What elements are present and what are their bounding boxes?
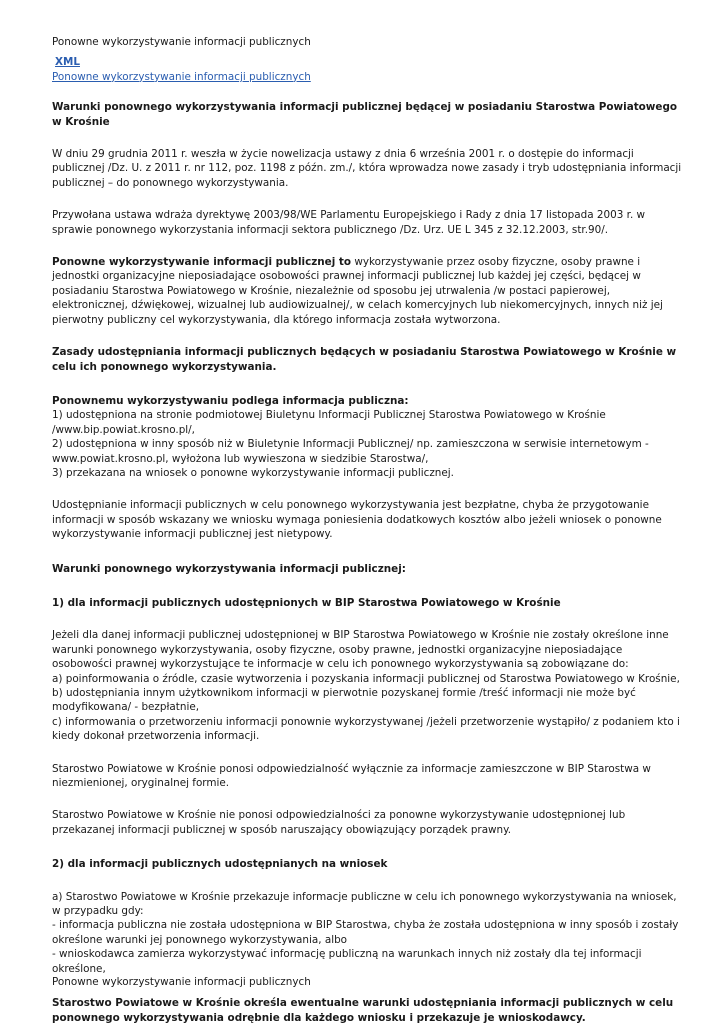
section-2-item: - informacja publiczna nie została udostępniona w BIP Starostwa, chyba że została udostępniona w inny sposób i zostały określone warunki jej ponownego wykorzystywania, albo: [52, 919, 679, 946]
rules-heading: Zasady udostępniania informacji publicznych będących w posiadaniu Starostwa Powiatowego w Krośnie w celu ich ponownego wykorzystywania.: [52, 346, 677, 373]
section-1-item: a) poinformowania o źródle, czasie wytworzenia i pozyskania informacji publicznej od Starostwa Powiatowego w Krośnie,: [52, 672, 680, 685]
page-footer: Ponowne wykorzystywanie informacji publicznych: [52, 976, 311, 988]
definition-text: wykorzystywanie przez osoby fizyczne, osoby prawne i jednostki organizacyjne nieposiadające osobowości prawnej informacji publicznej lub każdej jej części, będącej w posiadaniu Starostwa Powiatowego w Krośnie, niezależnie od sposobu jej utrwalenia /w postaci papierowej, elektronicznej, dźwiękowej, wizualnej lub audiowizualnej/, w celach komercyjnych lub niekomercyjnych, innych niż jej pierwotny publiczny cel wykorzystywania, dla którego informacja została wytworzona.: [52, 256, 663, 326]
xml-link[interactable]: XML: [55, 56, 80, 69]
closing-statement: Starostwo Powiatowe w Krośnie określa ewentualne warunki udostępniania informacji publicznych w celu ponownego wykorzystywania odrębnie dla każdego wniosku i przekazuje je wnioskodawcy.: [52, 997, 674, 1024]
paragraph-amendment: W dniu 29 grudnia 2011 r. weszła w życie nowelizacja ustawy z dnia 6 września 2001 r. o dostępie do informacji publicznej /Dz. U. z 2011 r. nr 112, poz. 1198 z późn. zm./, która wprowadza nowe zasady i tryb udostępniania informacji publicznej – do ponownego wykorzystywania.: [52, 148, 682, 189]
page-link[interactable]: Ponowne wykorzystywanie informacji publicznych: [52, 70, 311, 83]
paragraph-directive: Przywołana ustawa wdraża dyrektywę 2003/98/WE Parlamentu Europejskiego i Rady z dnia 17 listopada 2003 r. w sprawie ponownego wykorzystania informacji sektora publicznego /Dz. Urz. UE L 345 z 32.12.2003, str.90/.: [52, 209, 646, 236]
subject-heading: Ponownemu wykorzystywaniu podlega informacja publiczna:: [52, 394, 409, 407]
section-2-intro: a) Starostwo Powiatowe w Krośnie przekazuje informacje publiczne w celu ich ponownego wykorzystywania na wniosek, w przypadku gdy:: [52, 890, 677, 918]
page-header: Ponowne wykorzystywanie informacji publicznych: [52, 36, 311, 48]
section-2-item: - wnioskodawca zamierza wykorzystywać informację publiczną na warunkach innych niż zostały dla tej informacji określone,: [52, 948, 642, 975]
section-2-heading: 2) dla informacji publicznych udostępnianych na wniosek: [52, 858, 388, 871]
subject-item: 1) udostępniona na stronie podmiotowej Biuletynu Informacji Publicznej Starostwa Powiatowego w Krośnie /www.bip.powiat.krosno.pl/,: [52, 409, 606, 436]
main-heading: Warunki ponownego wykorzystywania informacji publicznej będącej w posiadaniu Starostwa Powiatowego w Krośnie: [52, 101, 678, 128]
section-1-responsibility: Starostwo Powiatowe w Krośnie ponosi odpowiedzialność wyłącznie za informacje zamieszczone w BIP Starostwa w niezmienionej, oryginalnej formie.: [52, 762, 651, 790]
document-content: [52, 35, 682, 1025]
section-1-item: c) informowania o przetworzeniu informacji ponownie wykorzystywanej /jeżeli przetworzenie wystąpiło/ z podaniem kto i kiedy dokonał przetworzenia informacji.: [52, 715, 680, 743]
paragraph-free-access: Udostępnianie informacji publicznych w celu ponownego wykorzystywania jest bezpłatne, chyba że przygotowanie informacji w sposób wskazany we wniosku wymaga poniesienia dodatkowych kosztów albo jeżeli wniosek o ponowne wykorzystywanie informacji publicznej jest nietypowy.: [52, 499, 662, 541]
paragraph-definition: [52, 255, 682, 327]
conditions-heading: Warunki ponownego wykorzystywania informacji publicznej:: [52, 562, 406, 575]
definition-term: Ponowne wykorzystywanie informacji publicznej to: [52, 256, 352, 269]
subject-item: 2) udostępniona w inny sposób niż w Biuletynie Informacji Publicznej/ np. zamieszczona w serwisie internetowym - www.powiat.krosno.pl, wyłożona lub wywieszona w siedzibie Starostwa/,: [52, 438, 649, 465]
section-1-heading: 1) dla informacji publicznych udostępnionych w BIP Starostwa Powiatowego w Krośnie: [52, 596, 561, 609]
section-1-no-responsibility: Starostwo Powiatowe w Krośnie nie ponosi odpowiedzialności za ponowne wykorzystywanie udostępnionej lub przekazanej informacji publicznej w sposób naruszający obowiązujący porządek prawny.: [52, 809, 626, 836]
section-1-item: b) udostępniania innym użytkownikom informacji w pierwotnie pozyskanej formie /treść informacji nie może być modyfikowana/ - bezpłatnie,: [52, 687, 636, 714]
subject-item: 3) przekazana na wniosek o ponowne wykorzystywanie informacji publicznej.: [52, 466, 454, 479]
section-1-intro: Jeżeli dla danej informacji publicznej udostępnionej w BIP Starostwa Powiatowego w Krośnie nie zostały określone inne warunki ponownego wykorzystywania, osoby fizyczne, osoby prawne, jednostki organizacyjne nieposiadające osobowości prawnej wykorzystujące te informacje w celu ich ponownego wykorzystywania są zobowiązane do:: [52, 629, 669, 671]
